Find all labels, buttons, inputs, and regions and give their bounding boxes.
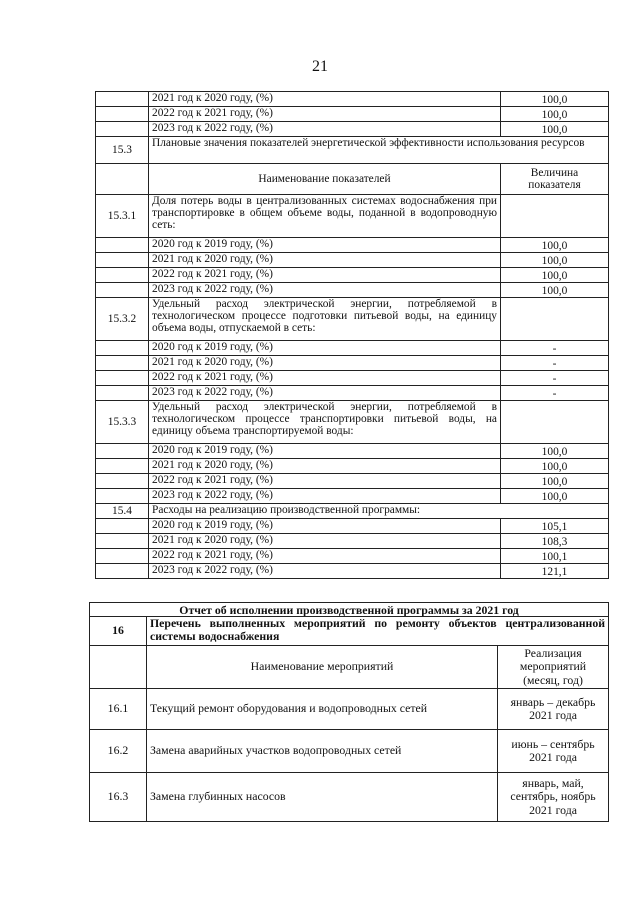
row-label: Текущий ремонт оборудования и водопроводных сетей <box>147 689 498 730</box>
indicator-number: 15.3.3 <box>96 401 149 444</box>
indicator-title-row <box>96 195 609 238</box>
repairs-report-table <box>89 602 609 822</box>
row-value <box>501 401 609 444</box>
row-number: 16.1 <box>90 689 147 730</box>
table-row <box>96 489 609 504</box>
row-label: 2023 год к 2022 году, (%) <box>149 386 501 401</box>
row-value: январь, май, сентябрь, ноябрь 2021 года <box>498 773 609 822</box>
indicator-title: Доля потерь воды в централизованных системах водоснабжения при транспортировке в общем объеме воды, поданной в водопроводную сеть: <box>149 195 501 238</box>
row-label: 2023 год к 2022 году, (%) <box>149 489 501 504</box>
column-header-row <box>96 164 609 195</box>
table-row <box>90 730 609 773</box>
row-label: 2022 год к 2021 году, (%) <box>149 474 501 489</box>
row-label: 2023 год к 2022 году, (%) <box>149 122 501 137</box>
row-label: 2021 год к 2020 году, (%) <box>149 253 501 268</box>
row-number <box>96 489 149 504</box>
table-row <box>90 773 609 822</box>
table-row <box>96 238 609 253</box>
row-number <box>96 474 149 489</box>
table-row <box>96 283 609 298</box>
column-header-value: Реализация мероприятий (месяц, год) <box>498 646 609 689</box>
row-value: 105,1 <box>501 519 609 534</box>
row-label: 2023 год к 2022 году, (%) <box>149 283 501 298</box>
column-header-value: Величина показателя <box>501 164 609 195</box>
table-row <box>96 253 609 268</box>
section-number: 15.3 <box>96 137 149 164</box>
row-label: 2022 год к 2021 году, (%) <box>149 107 501 122</box>
row-number <box>96 107 149 122</box>
row-number <box>96 268 149 283</box>
row-number <box>96 238 149 253</box>
section-header-row <box>96 137 609 164</box>
row-label: 2022 год к 2021 году, (%) <box>149 268 501 283</box>
table-row <box>96 386 609 401</box>
row-value: 100,0 <box>501 489 609 504</box>
table-row <box>96 474 609 489</box>
table-row <box>96 107 609 122</box>
row-number <box>96 92 149 107</box>
row-number <box>90 646 147 689</box>
row-value: - <box>501 341 609 356</box>
row-label: 2022 год к 2021 году, (%) <box>149 371 501 386</box>
table-row <box>96 444 609 459</box>
row-value: 100,0 <box>501 268 609 283</box>
row-number <box>96 519 149 534</box>
row-value: 108,3 <box>501 534 609 549</box>
section-title: Плановые значения показателей энергетической эффективности использования ресурсов <box>149 137 609 164</box>
table-row <box>96 459 609 474</box>
column-header-name: Наименование мероприятий <box>147 646 498 689</box>
row-value: 100,0 <box>501 122 609 137</box>
row-value: 100,0 <box>501 459 609 474</box>
table-row <box>96 564 609 579</box>
report-heading-row <box>90 603 609 617</box>
row-label: 2020 год к 2019 году, (%) <box>149 341 501 356</box>
row-value: 100,0 <box>501 253 609 268</box>
row-label: Замена глубинных насосов <box>147 773 498 822</box>
section-header-row <box>90 617 609 646</box>
row-label: 2021 год к 2020 году, (%) <box>149 92 501 107</box>
row-value: 100,0 <box>501 92 609 107</box>
section-number: 15.4 <box>96 504 149 519</box>
table-row <box>96 122 609 137</box>
column-header-row <box>90 646 609 689</box>
row-value: 100,0 <box>501 107 609 122</box>
report-heading: Отчет об исполнении производственной программы за 2021 год <box>90 603 609 617</box>
table-row <box>96 519 609 534</box>
row-label: 2021 год к 2020 году, (%) <box>149 459 501 474</box>
row-number <box>96 386 149 401</box>
row-value: - <box>501 371 609 386</box>
row-value: 100,1 <box>501 549 609 564</box>
row-number <box>96 534 149 549</box>
row-number <box>96 371 149 386</box>
indicator-title-row <box>96 401 609 444</box>
row-number <box>96 122 149 137</box>
row-value <box>501 298 609 341</box>
table-row <box>96 268 609 283</box>
indicator-number: 15.3.1 <box>96 195 149 238</box>
indicator-number: 15.3.2 <box>96 298 149 341</box>
row-label: 2020 год к 2019 году, (%) <box>149 444 501 459</box>
row-number <box>96 164 149 195</box>
row-value: июнь – сентябрь 2021 года <box>498 730 609 773</box>
row-number <box>96 283 149 298</box>
table-row <box>96 356 609 371</box>
page-number: 21 <box>312 58 328 75</box>
row-value: 100,0 <box>501 474 609 489</box>
row-number <box>96 549 149 564</box>
row-number <box>96 253 149 268</box>
table-row <box>96 534 609 549</box>
row-label: 2020 год к 2019 году, (%) <box>149 238 501 253</box>
section-title: Расходы на реализацию производственной программы: <box>149 504 609 519</box>
section-number: 16 <box>90 617 147 646</box>
row-number <box>96 459 149 474</box>
table-row <box>96 341 609 356</box>
row-value: 100,0 <box>501 444 609 459</box>
row-number: 16.3 <box>90 773 147 822</box>
table-row <box>96 371 609 386</box>
row-value: 100,0 <box>501 283 609 298</box>
row-number <box>96 564 149 579</box>
row-number <box>96 444 149 459</box>
section-header-row <box>96 504 609 519</box>
table-row <box>96 549 609 564</box>
indicator-title: Удельный расход электрической энергии, потребляемой в технологическом процессе транспортировки питьевой воды, на единицу объема транспортируемой воды: <box>149 401 501 444</box>
indicator-title-row <box>96 298 609 341</box>
row-label: 2022 год к 2021 году, (%) <box>149 549 501 564</box>
row-value: январь – декабрь 2021 года <box>498 689 609 730</box>
row-number <box>96 356 149 371</box>
table-row <box>90 689 609 730</box>
indicator-title: Удельный расход электрической энергии, потребляемой в технологическом процессе подготовки питьевой воды, на единицу объема воды, отпускаемой в сеть: <box>149 298 501 341</box>
section-title: Перечень выполненных мероприятий по ремонту объектов централизованной системы водоснабжения <box>147 617 609 646</box>
table-row <box>96 92 609 107</box>
row-label: 2023 год к 2022 году, (%) <box>149 564 501 579</box>
row-value: 100,0 <box>501 238 609 253</box>
row-value: - <box>501 356 609 371</box>
row-number: 16.2 <box>90 730 147 773</box>
row-label: 2020 год к 2019 году, (%) <box>149 519 501 534</box>
row-label: 2021 год к 2020 году, (%) <box>149 534 501 549</box>
energy-efficiency-table <box>95 91 609 579</box>
row-label: 2021 год к 2020 году, (%) <box>149 356 501 371</box>
row-number <box>96 341 149 356</box>
row-value <box>501 195 609 238</box>
row-value: 121,1 <box>501 564 609 579</box>
column-header-name: Наименование показателей <box>149 164 501 195</box>
row-label: Замена аварийных участков водопроводных сетей <box>147 730 498 773</box>
row-value: - <box>501 386 609 401</box>
